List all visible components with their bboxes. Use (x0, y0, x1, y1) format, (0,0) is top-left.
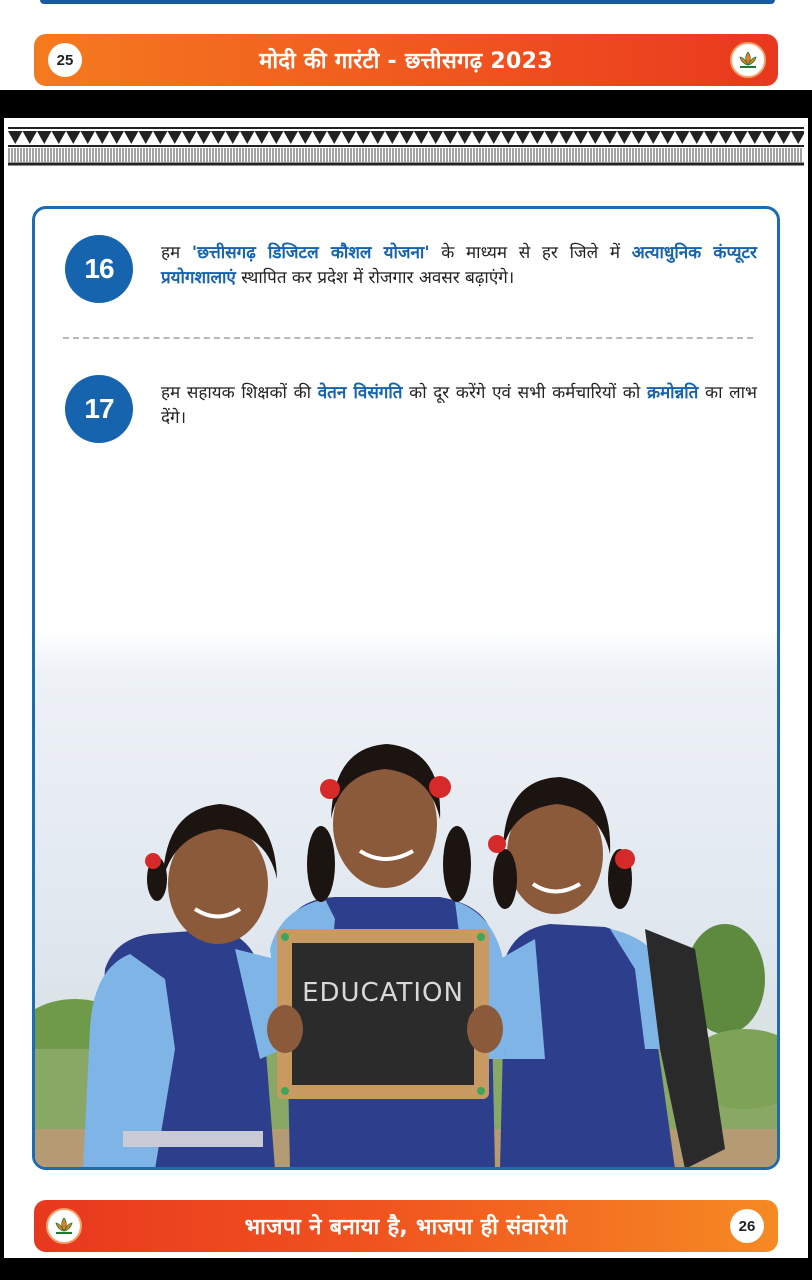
promise-text (161, 381, 757, 431)
text-segment: के माध्यम से हर जिले में (429, 243, 632, 263)
text-segment: स्थापित कर प्रदेश में रोजगार अवसर बढ़ाएंगे। (235, 268, 515, 288)
card-edge (40, 0, 775, 4)
highlight-scheme-name: 'छत्तीसगढ़ डिजिटल कौशल योजना' (191, 243, 430, 263)
footer-banner (34, 1200, 778, 1252)
footer-slogan: भाजपा ने बनाया है, भाजपा ही संवारेगी (244, 1215, 568, 1240)
page-number-right: 26 (730, 1209, 764, 1243)
promise-text (161, 241, 757, 291)
promise-number-badge: 16 (65, 235, 133, 303)
text-segment: का लाभ देंगे। (161, 383, 758, 428)
slate-board (277, 929, 489, 1099)
text-segment: हम सहायक शिक्षकों की (161, 383, 318, 403)
page-number-left: 25 (48, 43, 82, 77)
lotus-logo-icon (46, 1208, 82, 1244)
promise-number-badge: 17 (65, 375, 133, 443)
header-banner (34, 34, 778, 86)
lotus-logo-icon (730, 42, 766, 78)
highlight-computer-labs: अत्याधुनिक कंप्यूटर प्रयोगशालाएं (161, 243, 757, 288)
previous-page-fragment (0, 0, 812, 90)
promise-card (32, 206, 780, 1170)
header-title: मोदी की गारंटी - छत्तीसगढ़ 2023 (259, 49, 553, 74)
text-segment: हम (161, 243, 192, 263)
schoolgirls-photo (35, 629, 777, 1170)
highlight-promotion: क्रमोन्नति (646, 383, 699, 403)
manifesto-page (4, 118, 808, 1258)
dashed-divider (63, 337, 753, 339)
slate-text: EDUCATION (302, 978, 464, 1008)
tribal-border-pattern (8, 126, 804, 168)
text-segment: को दूर करेंगे एवं सभी कर्मचारियों को (402, 383, 647, 403)
highlight-pay-anomaly: वेतन विसंगति (317, 383, 403, 403)
